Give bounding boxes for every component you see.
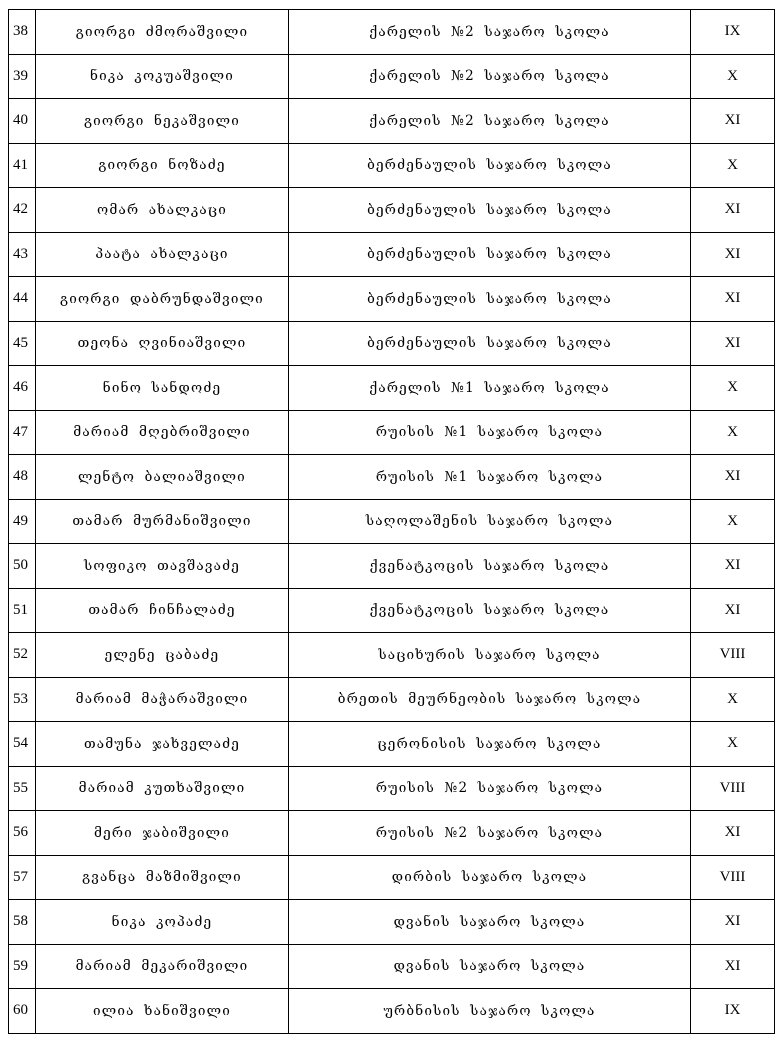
school-name: ქარელის №2 საჯარო სკოლა (289, 10, 691, 55)
table-row (9, 499, 775, 544)
grade-level: VIII (691, 766, 775, 811)
row-number: 50 (9, 544, 36, 589)
student-name: მარიამ მეკარიშვილი (36, 944, 289, 989)
table-row (9, 277, 775, 322)
student-name: გიორგი ნოზაძე (36, 143, 289, 188)
school-name: ცერონისის საჯარო სკოლა (289, 722, 691, 767)
student-name: თამუნა ჯახველაძე (36, 722, 289, 767)
student-name: ნინო სანდოძე (36, 366, 289, 411)
student-name: მერი ჯაბიშვილი (36, 811, 289, 856)
row-number: 48 (9, 455, 36, 500)
school-name: საციხურის საჯარო სკოლა (289, 633, 691, 678)
table-row (9, 900, 775, 945)
table-row (9, 633, 775, 678)
grade-level: X (691, 410, 775, 455)
row-number: 59 (9, 944, 36, 989)
row-number: 56 (9, 811, 36, 856)
row-number: 49 (9, 499, 36, 544)
school-name: დირბის საჯარო სკოლა (289, 855, 691, 900)
student-name: ილია ხანიშვილი (36, 989, 289, 1034)
student-name: ომარ ახალკაცი (36, 188, 289, 233)
school-name: ბერძენაულის საჯარო სკოლა (289, 232, 691, 277)
school-name: დვანის საჯარო სკოლა (289, 944, 691, 989)
school-name: ბერძენაულის საჯარო სკოლა (289, 188, 691, 233)
table-row (9, 944, 775, 989)
row-number: 51 (9, 588, 36, 633)
student-name: გიორგი ძმორაშვილი (36, 10, 289, 55)
student-name: თეონა ღვინიაშვილი (36, 321, 289, 366)
school-name: რუისის №1 საჯარო სკოლა (289, 410, 691, 455)
student-name: ელენე ცაბაძე (36, 633, 289, 678)
school-name: ქარელის №1 საჯარო სკოლა (289, 366, 691, 411)
grade-level: X (691, 54, 775, 99)
grade-level: VIII (691, 633, 775, 678)
school-name: ბერძენაულის საჯარო სკოლა (289, 321, 691, 366)
school-name: რუისის №1 საჯარო სკოლა (289, 455, 691, 500)
row-number: 47 (9, 410, 36, 455)
school-name: ქარელის №2 საჯარო სკოლა (289, 99, 691, 144)
table-row (9, 232, 775, 277)
grade-level: XI (691, 99, 775, 144)
row-number: 60 (9, 989, 36, 1034)
grade-level: X (691, 366, 775, 411)
school-name: ქვენატკოცის საჯარო სკოლა (289, 588, 691, 633)
grade-level: XI (691, 944, 775, 989)
grade-level: XI (691, 277, 775, 322)
student-name: ლენტო ბალიაშვილი (36, 455, 289, 500)
grade-level: VIII (691, 855, 775, 900)
school-name: რუისის №2 საჯარო სკოლა (289, 811, 691, 856)
row-number: 53 (9, 677, 36, 722)
grade-level: IX (691, 989, 775, 1034)
row-number: 41 (9, 143, 36, 188)
school-name: ქარელის №2 საჯარო სკოლა (289, 54, 691, 99)
row-number: 40 (9, 99, 36, 144)
school-name: ურბნისის საჯარო სკოლა (289, 989, 691, 1034)
school-name: დვანის საჯარო სკოლა (289, 900, 691, 945)
student-name: თამარ ჩინჩალაძე (36, 588, 289, 633)
row-number: 58 (9, 900, 36, 945)
student-name: გიორგი ნეკაშვილი (36, 99, 289, 144)
row-number: 45 (9, 321, 36, 366)
student-name: ნიკა კოკუაშვილი (36, 54, 289, 99)
participants-table (8, 9, 775, 1034)
school-name: ბერძენაულის საჯარო სკოლა (289, 143, 691, 188)
row-number: 38 (9, 10, 36, 55)
row-number: 44 (9, 277, 36, 322)
grade-level: X (691, 722, 775, 767)
row-number: 46 (9, 366, 36, 411)
table-row (9, 989, 775, 1034)
grade-level: X (691, 143, 775, 188)
table-row (9, 366, 775, 411)
student-name: მარიამ კუთხაშვილი (36, 766, 289, 811)
row-number: 43 (9, 232, 36, 277)
grade-level: XI (691, 321, 775, 366)
school-name: რუისის №2 საჯარო სკოლა (289, 766, 691, 811)
table-row (9, 99, 775, 144)
student-name: სოფიკო თავშავაძე (36, 544, 289, 589)
row-number: 52 (9, 633, 36, 678)
student-name: გიორგი დაბრუნდაშვილი (36, 277, 289, 322)
table-row (9, 455, 775, 500)
table-row (9, 188, 775, 233)
school-name: ბერძენაულის საჯარო სკოლა (289, 277, 691, 322)
table-row (9, 766, 775, 811)
table-row (9, 54, 775, 99)
grade-level: X (691, 677, 775, 722)
table-row (9, 544, 775, 589)
table-row (9, 677, 775, 722)
table-row (9, 10, 775, 55)
grade-level: X (691, 499, 775, 544)
table-row (9, 410, 775, 455)
row-number: 39 (9, 54, 36, 99)
student-name: მარიამ მაჭარაშვილი (36, 677, 289, 722)
grade-level: IX (691, 10, 775, 55)
student-name: თამარ მურმანიშვილი (36, 499, 289, 544)
table-row (9, 321, 775, 366)
table-row (9, 143, 775, 188)
table-row (9, 588, 775, 633)
row-number: 55 (9, 766, 36, 811)
row-number: 54 (9, 722, 36, 767)
grade-level: XI (691, 588, 775, 633)
row-number: 57 (9, 855, 36, 900)
grade-level: XI (691, 188, 775, 233)
table-row (9, 722, 775, 767)
grade-level: XI (691, 900, 775, 945)
table-row (9, 811, 775, 856)
grade-level: XI (691, 232, 775, 277)
row-number: 42 (9, 188, 36, 233)
student-name: მარიამ მღებრიშვილი (36, 410, 289, 455)
school-name: ქვენატკოცის საჯარო სკოლა (289, 544, 691, 589)
grade-level: XI (691, 544, 775, 589)
table-row (9, 855, 775, 900)
student-name: პაატა ახალკაცი (36, 232, 289, 277)
grade-level: XI (691, 811, 775, 856)
school-name: საღოლაშენის საჯარო სკოლა (289, 499, 691, 544)
grade-level: XI (691, 455, 775, 500)
school-name: ბრეთის მეურნეობის საჯარო სკოლა (289, 677, 691, 722)
student-name: ნიკა კოპაძე (36, 900, 289, 945)
student-name: გვანცა მაზმიშვილი (36, 855, 289, 900)
participants-table-body (9, 10, 775, 1034)
